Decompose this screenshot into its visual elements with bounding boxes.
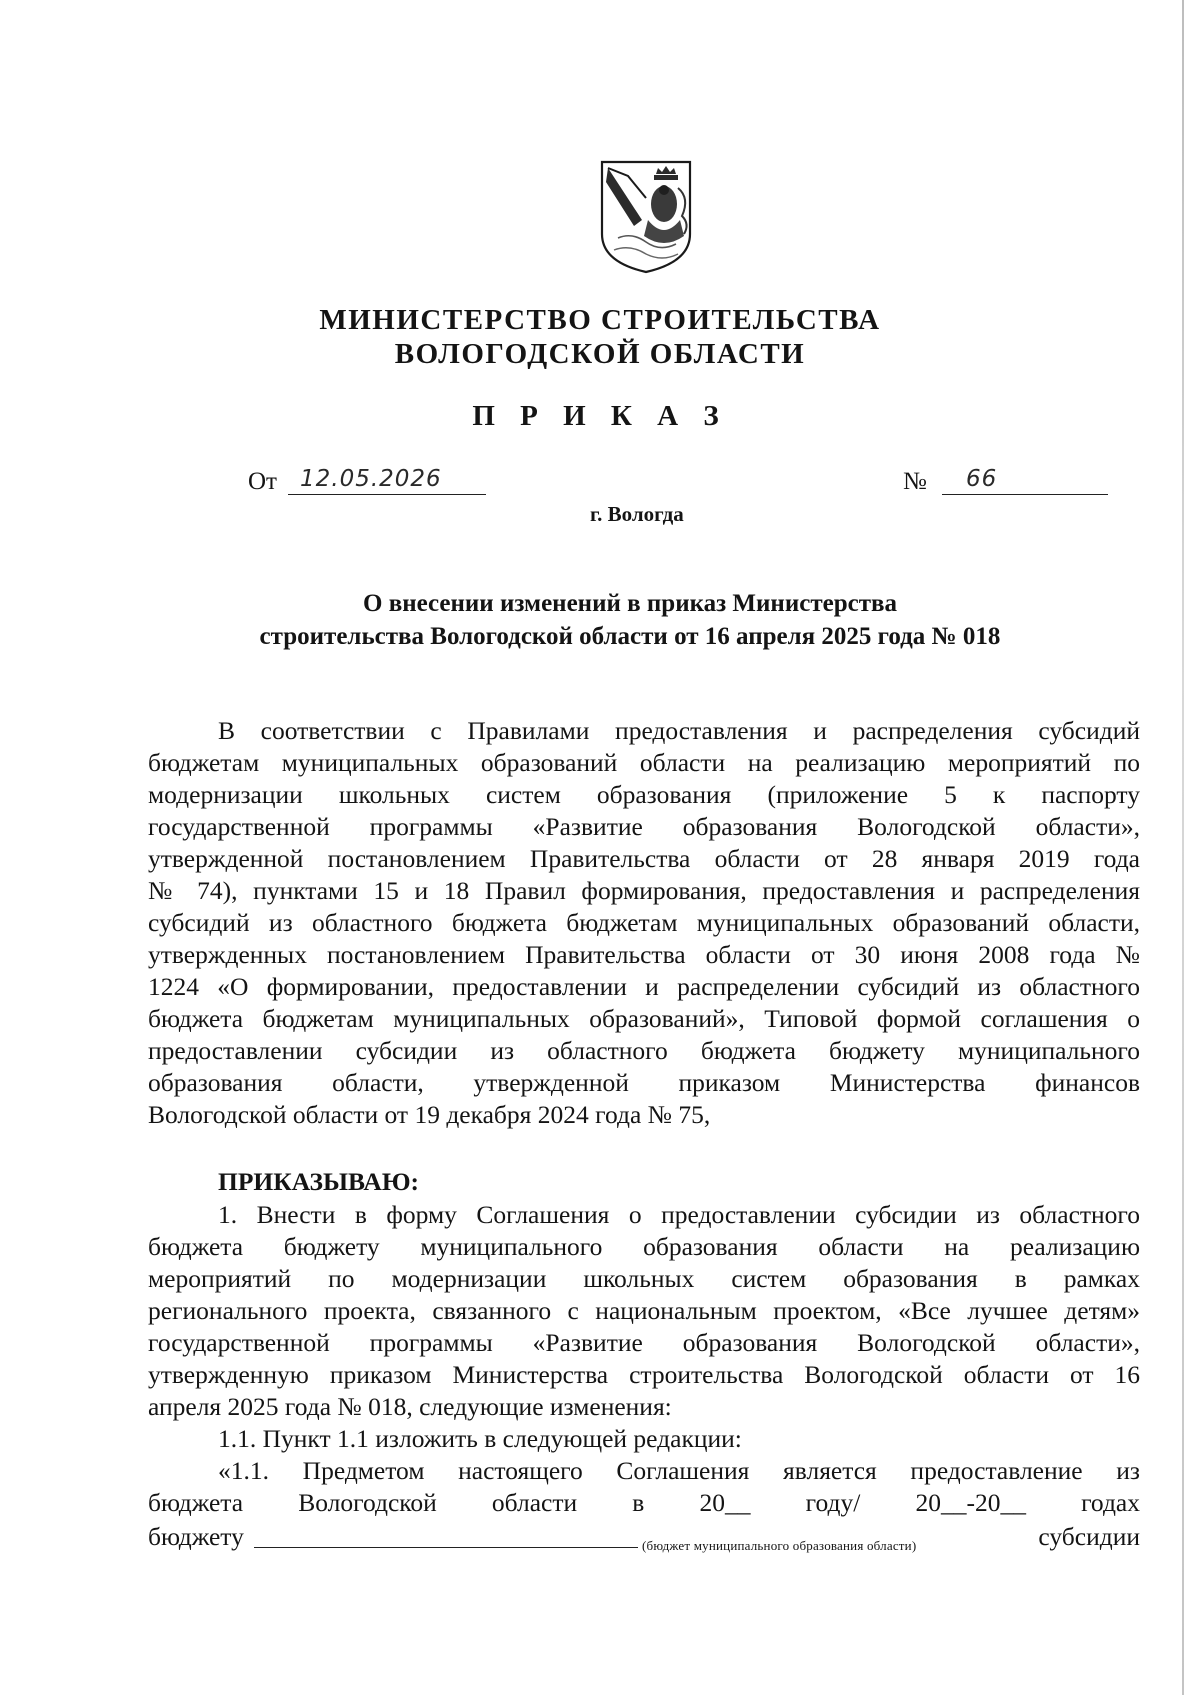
scan-edge-line — [1182, 0, 1184, 1695]
date-underline — [288, 494, 486, 495]
quote-line: «1.1. Предметом настоящего Соглашения является предоставление из — [218, 1456, 1140, 1485]
preamble-line: бюджетам муниципальных образований области на реализацию мероприятий по — [148, 748, 1140, 777]
number-handwritten-value: 66 — [966, 466, 998, 492]
preamble-line: образования области, утвержденной приказом Министерства финансов — [148, 1068, 1140, 1097]
city-name: г. Вологда — [590, 502, 684, 526]
item1-line: апреля 2025 года № 018, следующие изменения: — [148, 1392, 672, 1421]
document-type-title: П Р И К А З — [472, 400, 728, 432]
subject-line1: О внесении изменений в приказ Министерства — [363, 590, 897, 617]
number-label: № — [903, 468, 927, 495]
number-underline — [942, 494, 1108, 495]
preamble-line: № 74), пунктами 15 и 18 Правил формирования, предоставления и распределения — [148, 876, 1140, 905]
budget-blank-row — [148, 1522, 1140, 1554]
item1-line: 1. Внести в форму Соглашения о предоставлении субсидии из областного — [218, 1200, 1140, 1229]
item1-line: государственной программы «Развитие образования Вологодской области», — [148, 1328, 1140, 1357]
preamble-line: государственной программы «Развитие образования Вологодской области», — [148, 812, 1140, 841]
quote-line: бюджета Вологодской области в 20__ году/ 20__-20__ годах — [148, 1488, 1140, 1517]
item1-line: бюджета бюджету муниципального образования области на реализацию — [148, 1232, 1140, 1261]
preamble-line: 1224 «О формировании, предоставлении и распределении субсидий из областного — [148, 972, 1140, 1001]
order-directive-heading: ПРИКАЗЫВАЮ: — [218, 1167, 420, 1196]
preamble-line: предоставлении субсидии из областного бюджета бюджету муниципального — [148, 1036, 1140, 1065]
budget-blank-hint: (бюджет муниципального образования области) — [642, 1538, 917, 1553]
date-handwritten-value: 12.05.2026 — [300, 466, 442, 492]
preamble-line: Вологодской области от 19 декабря 2024 года № 75, — [148, 1100, 711, 1129]
preamble-line: утвержденной постановлением Правительства области от 28 января 2019 года — [148, 844, 1140, 873]
preamble-line: утвержденных постановлением Правительства области от 30 июня 2008 года № — [148, 940, 1140, 969]
budget-blank-word: бюджету — [148, 1522, 244, 1551]
preamble-line: В соответствии с Правилами предоставления и распределения субсидий — [218, 716, 1140, 745]
ministry-name-line2: ВОЛОГОДСКОЙ ОБЛАСТИ — [394, 338, 806, 370]
budget-blank-tail: субсидии — [1038, 1522, 1140, 1551]
preamble-line: модернизации школьных систем образования (приложение 5 к паспорту — [148, 780, 1140, 809]
item1-1-line: 1.1. Пункт 1.1 изложить в следующей редакции: — [218, 1424, 742, 1453]
budget-blank-underline — [254, 1547, 638, 1548]
coat-of-arms-emblem — [598, 158, 694, 276]
preamble-line: бюджета бюджетам муниципальных образований», Типовой формой соглашения о — [148, 1004, 1140, 1033]
subject-line2: строительства Вологодской области от 16 апреля 2025 года № 018 — [259, 623, 1001, 650]
item1-line: утвержденную приказом Министерства строительства Вологодской области от 16 — [148, 1360, 1140, 1389]
preamble-line: субсидий из областного бюджета бюджетам муниципальных образований области, — [148, 908, 1140, 937]
item1-line: регионального проекта, связанного с национальным проектом, «Все лучшее детям» — [148, 1296, 1140, 1325]
ministry-name-line1: МИНИСТЕРСТВО СТРОИТЕЛЬСТВА — [319, 304, 881, 336]
item1-line: мероприятий по модернизации школьных систем образования в рамках — [148, 1264, 1140, 1293]
date-label: От — [248, 468, 277, 495]
